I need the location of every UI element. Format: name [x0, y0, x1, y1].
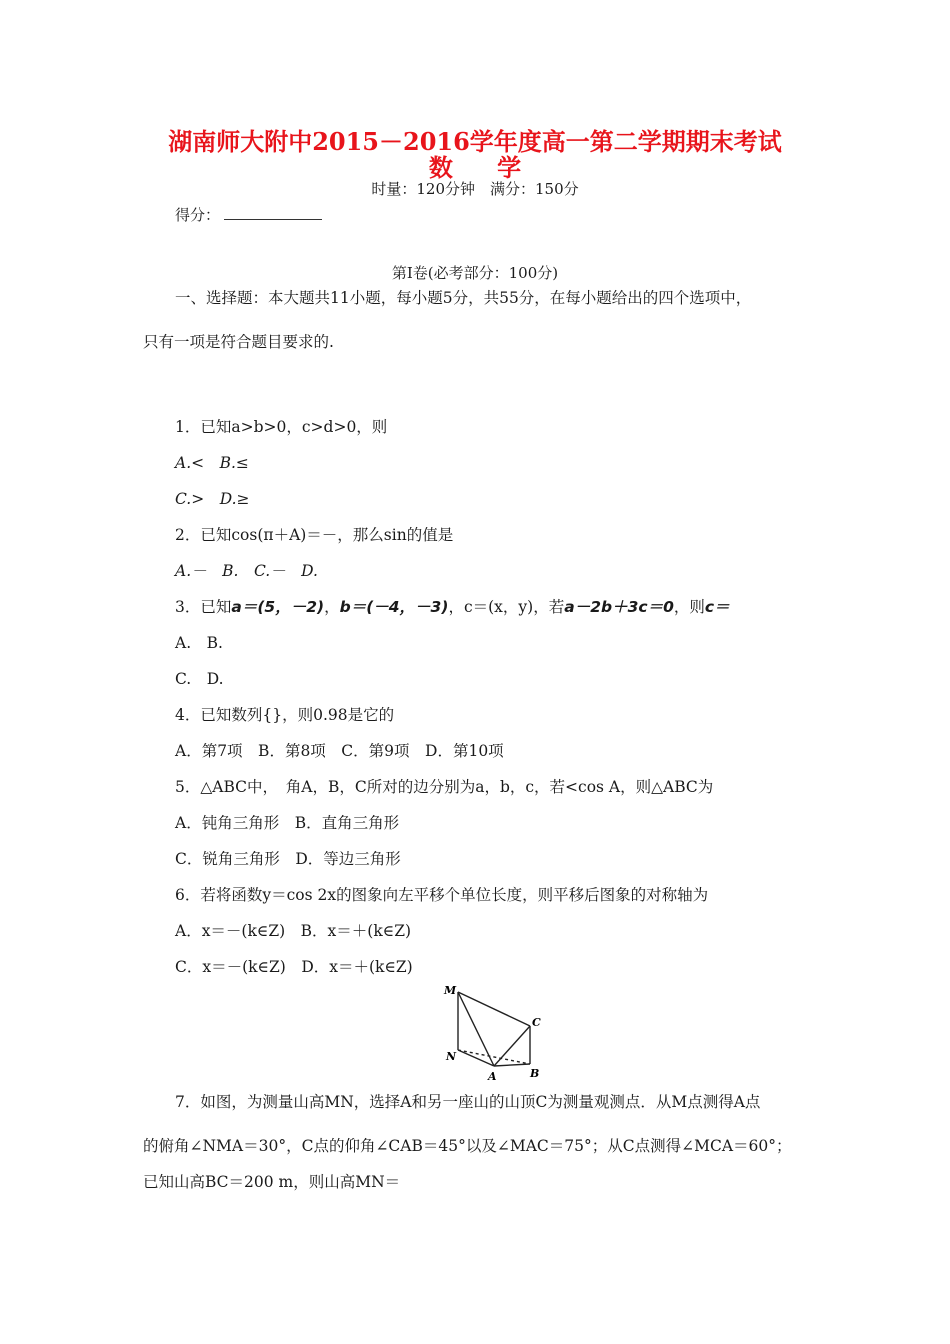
question-3-option-row: A. B. — [175, 634, 223, 652]
line-AB — [494, 1064, 530, 1066]
question-3-option-row: C. D. — [175, 670, 224, 688]
q3-text: 3．已知 — [175, 598, 232, 616]
question-6-option-row: A．x＝－(k∈Z) B．x＝＋(k∈Z) — [175, 922, 412, 940]
question-2-option-row: A.－ B. C.－ D. — [175, 562, 318, 580]
label-B: B — [530, 1067, 540, 1080]
score-label: 得分： — [175, 206, 221, 224]
q3-target: c＝ — [704, 598, 730, 616]
line-MC — [458, 992, 530, 1026]
q3-text: ， — [448, 598, 464, 616]
question-4-stem: 4．已知数列{}，则0.98是它的 — [175, 706, 395, 724]
question-1-option-row: A.< B.≤ — [175, 454, 249, 472]
q3-text: ，则 — [673, 598, 705, 616]
question-5-option-row: C．锐角三角形 D．等边三角形 — [175, 850, 401, 868]
q3-equation: a－2b＋3c＝0 — [564, 598, 674, 616]
exam-title: 湖南师大附中2015－2016学年度高一第二学期期末考试 — [168, 127, 782, 156]
label-A: A — [488, 1070, 497, 1083]
volume-heading: 第Ⅰ卷(必考部分：100分) — [391, 264, 559, 282]
label-M: M — [444, 984, 457, 997]
score-blank — [224, 207, 322, 220]
mountain-figure — [440, 980, 550, 1085]
question-7-line-3: 已知山高BC＝200 m，则山高MN＝ — [143, 1173, 401, 1191]
question-1-stem: 1．已知a>b>0，c>d>0，则 — [175, 418, 388, 436]
line-NB-dashed — [458, 1050, 530, 1064]
instruction-line-2: 只有一项是符合题目要求的. — [143, 333, 334, 351]
instruction-line-1: 一、选择题：本大题共11小题，每小题5分，共55分，在每小题给出的四个选项中， — [175, 289, 752, 307]
question-2-stem: 2．已知cos(π＋A)＝－，那么sin的值是 — [175, 526, 454, 544]
q3-vector-a: a＝(5，－2) — [231, 598, 325, 616]
question-5-stem: 5．△ABC中， 角A，B，C所对的边分别为a，b，c，若<cos A，则△ABC为 — [175, 778, 714, 796]
question-7-line-2: 的俯角∠NMA＝30°，C点的仰角∠CAB＝45°以及∠MAC＝75°；从C点测得∠MCA＝60°； — [143, 1137, 792, 1155]
label-C: C — [532, 1016, 541, 1029]
q3-vector-c: c＝(x，y) — [463, 598, 534, 616]
question-5-option-row: A．钝角三角形 B．直角三角形 — [175, 814, 400, 832]
question-7-line-1: 7．如图，为测量山高MN，选择A和另一座山的山顶C为测量观测点．从M点测得A点 — [175, 1093, 761, 1111]
question-6-stem: 6．若将函数y＝cos 2x的图象向左平移个单位长度，则平移后图象的对称轴为 — [175, 886, 709, 904]
line-MA — [458, 992, 494, 1066]
question-1-option-row: C.> D.≥ — [175, 490, 250, 508]
subject-title: 数 学 — [428, 153, 540, 182]
question-4-option-row: A．第7项 B．第8项 C．第9项 D．第10项 — [175, 742, 504, 760]
exam-meta: 时量：120分钟 满分：150分 — [371, 180, 579, 198]
q3-vector-b: b＝(－4，－3) — [339, 598, 449, 616]
q3-text: ， — [324, 598, 340, 616]
question-6-option-row: C．x＝－(k∈Z) D．x＝＋(k∈Z) — [175, 958, 413, 976]
line-NA — [458, 1050, 494, 1066]
question-3-stem — [175, 595, 730, 617]
label-N: N — [446, 1050, 457, 1063]
q3-text: ，若 — [533, 598, 565, 616]
score-field — [175, 204, 322, 225]
